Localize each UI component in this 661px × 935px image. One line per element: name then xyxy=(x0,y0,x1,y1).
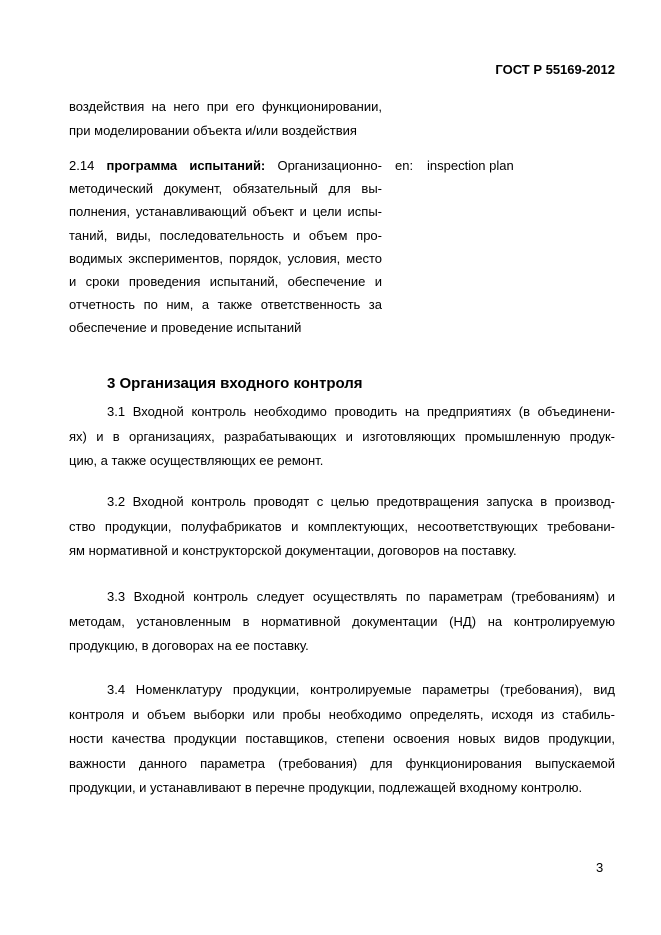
text-line: ям нормативной и конструкторской документации, договоров на поставку. xyxy=(69,543,517,559)
term-first-line xyxy=(69,154,382,177)
text-line: ности качества продукции поставщиков, степени освоения новых видов продукции, xyxy=(69,731,615,747)
text-line: продукцию, в договорах на ее поставку. xyxy=(69,638,309,654)
text-line: при моделировании объекта и/или воздействия xyxy=(69,123,357,138)
text-line: воздействия на него при его функционировании, xyxy=(69,99,382,114)
term-definition-start: Организационно- xyxy=(277,158,382,173)
english-term: inspection plan xyxy=(427,158,514,173)
text-line: контроля и объем выборки или пробы необходимо определять, исходя из стабиль- xyxy=(69,706,615,722)
text-line: полнения, устанавливающий объект и цели испы- xyxy=(69,204,382,220)
term-name: программа испытаний: xyxy=(106,158,266,173)
previous-definition-continuation xyxy=(69,95,382,143)
paragraph-3-1 xyxy=(69,400,615,474)
text-line: методический документ, обязательный для вы- xyxy=(69,181,382,197)
text-line: 3.2 Входной контроль проводят с целью предотвращения запуска в производ- xyxy=(107,494,615,509)
page-number: 3 xyxy=(596,860,604,875)
text-line: водимых экспериментов, порядок, условия, место xyxy=(69,250,382,266)
text-line: таний, виды, последовательность и объем про- xyxy=(69,227,382,243)
term-entry-2-14 xyxy=(69,154,382,340)
english-label: en: xyxy=(395,158,414,173)
text-line: ях) и в организациях, разрабатывающих и изготовляющих промышленную продук- xyxy=(69,428,615,444)
text-line: продукции, и устанавливают в перечне продукции, подлежащей входному контролю. xyxy=(69,780,583,796)
text-line: 3.3 Входной контроль следует осуществлять по параметрам (требованиям) и xyxy=(107,589,615,604)
text-line: ство продукции, полуфабрикатов и комплектующих, несоответствующих требовани- xyxy=(69,518,615,534)
text-line: методам, установленным в нормативной документации (НД) на контролируемую xyxy=(69,613,615,629)
text-line: отчетность по ним, а также ответственность за xyxy=(69,297,382,313)
text-line: важности данного параметра (требования) для функционирования выпускаемой xyxy=(69,755,615,771)
text-line: 3.1 Входной контроль необходимо проводить на предприятиях (в объединени- xyxy=(107,404,615,419)
paragraph-3-3 xyxy=(69,585,615,659)
text-line: 3.4 Номенклатуру продукции, контролируемые параметры (требования), вид xyxy=(107,682,615,697)
document-id-header: ГОСТ Р 55169-2012 xyxy=(495,62,615,77)
text-line: и сроки проведения испытаний, обеспечение и xyxy=(69,274,382,290)
section-title: 3 Организация входного контроля xyxy=(107,375,363,392)
paragraph-3-2 xyxy=(69,490,615,564)
text-line: обеспечение и проведение испытаний xyxy=(69,320,302,336)
text-line: цию, а также осуществляющих ее ремонт. xyxy=(69,453,324,469)
term-number: 2.14 xyxy=(69,158,95,173)
paragraph-3-4 xyxy=(69,678,615,801)
